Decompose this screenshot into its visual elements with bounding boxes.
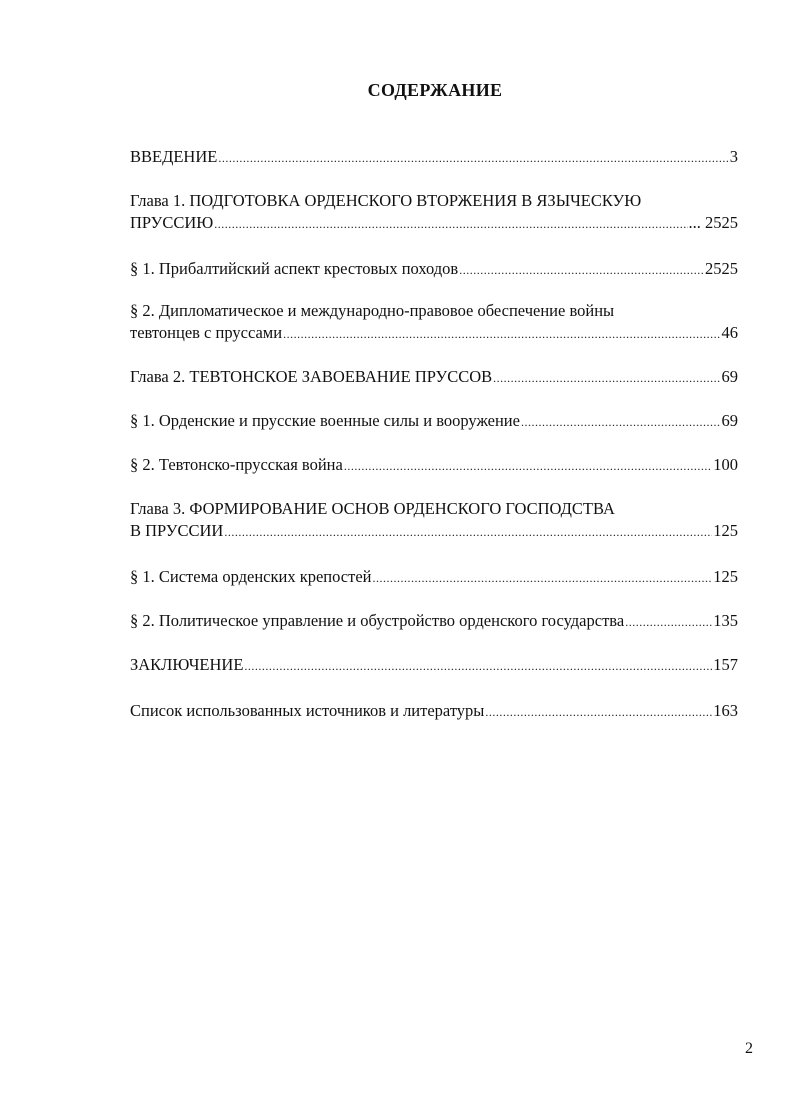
dot-leader <box>224 521 712 543</box>
toc-entry-section-1-1[interactable] <box>130 258 738 281</box>
toc-entry-title: Список использованных источников и литературы <box>130 701 485 720</box>
toc-entry-section-3-1[interactable] <box>130 566 738 589</box>
page-title: СОДЕРЖАНИЕ <box>367 80 503 100</box>
toc-entry-title: тевтонцев с пруссами <box>130 323 283 342</box>
toc-entry-page: 69 <box>721 411 738 430</box>
toc-entry-section-2-1[interactable] <box>130 410 738 433</box>
toc-entry-page: 125 <box>713 567 738 586</box>
dot-leader <box>344 455 712 477</box>
toc-entry-chapter-3[interactable] <box>130 498 738 543</box>
toc-entry-page: 163 <box>713 701 738 720</box>
page-number: 2 <box>745 1040 753 1057</box>
toc-entry-section-3-2[interactable] <box>130 610 738 633</box>
toc-entry-section-2-2[interactable] <box>130 454 738 477</box>
toc-entry-page: 100 <box>713 455 738 474</box>
toc-entry-chapter-2[interactable] <box>130 366 738 389</box>
dot-leader <box>493 367 720 389</box>
toc-entry-title: ЗАКЛЮЧЕНИЕ <box>130 655 244 674</box>
toc-entry-page: 46 <box>721 323 738 342</box>
toc-entry-title: § 2. Политическое управление и обустройство орденского государства <box>130 611 625 630</box>
dot-leader <box>283 323 720 345</box>
toc-entry-title: В ПРУССИИ <box>130 521 224 540</box>
dot-leader <box>373 567 713 589</box>
toc-entry-page: 125 <box>713 521 738 540</box>
toc-entry-conclusion[interactable] <box>130 654 738 677</box>
toc-entry-title: § 1. Система орденских крепостей <box>130 567 372 586</box>
toc-entry-title-line-1: Глава 1. ПОДГОТОВКА ОРДЕНСКОГО ВТОРЖЕНИЯ В ЯЗЫЧЕСКУЮ <box>130 191 642 210</box>
dot-leader <box>521 411 721 433</box>
dot-leader <box>218 147 728 169</box>
dot-leader <box>214 213 687 235</box>
dot-leader <box>625 611 712 633</box>
toc-entry-page: 2525 <box>705 259 738 278</box>
toc-entry-title-line-1: § 2. Дипломатическое и международно-правовое обеспечение войны <box>130 301 615 320</box>
toc-entry-introduction[interactable] <box>130 146 738 169</box>
toc-entry-title: § 1. Орденские и прусские военные силы и вооружение <box>130 411 520 430</box>
toc-entry-page: 157 <box>713 655 738 674</box>
toc-entry-page: ... 2525 <box>688 213 738 232</box>
toc-entry-title: Глава 2. ТЕВТОНСКОЕ ЗАВОЕВАНИЕ ПРУССОВ <box>130 367 493 386</box>
toc-entry-title: ВВЕДЕНИЕ <box>130 147 218 166</box>
toc-entry-title: § 2. Тевтонско-прусская война <box>130 455 343 474</box>
toc-entry-title: ПРУССИЮ <box>130 213 214 232</box>
toc-entry-page: 3 <box>729 147 738 166</box>
dot-leader <box>485 701 712 723</box>
dot-leader <box>244 655 712 677</box>
toc-entry-bibliography[interactable] <box>130 700 738 723</box>
toc-entry-page: 135 <box>713 611 738 630</box>
dot-leader <box>459 259 704 281</box>
toc-entry-title-line-1: Глава 3. ФОРМИРОВАНИЕ ОСНОВ ОРДЕНСКОГО ГОСПОДСТВА <box>130 499 615 518</box>
toc-entry-page: 69 <box>721 367 738 386</box>
toc-entry-chapter-1[interactable] <box>130 190 738 235</box>
toc-entry-section-1-2[interactable] <box>130 300 738 345</box>
toc-entry-title: § 1. Прибалтийский аспект крестовых походов <box>130 259 459 278</box>
